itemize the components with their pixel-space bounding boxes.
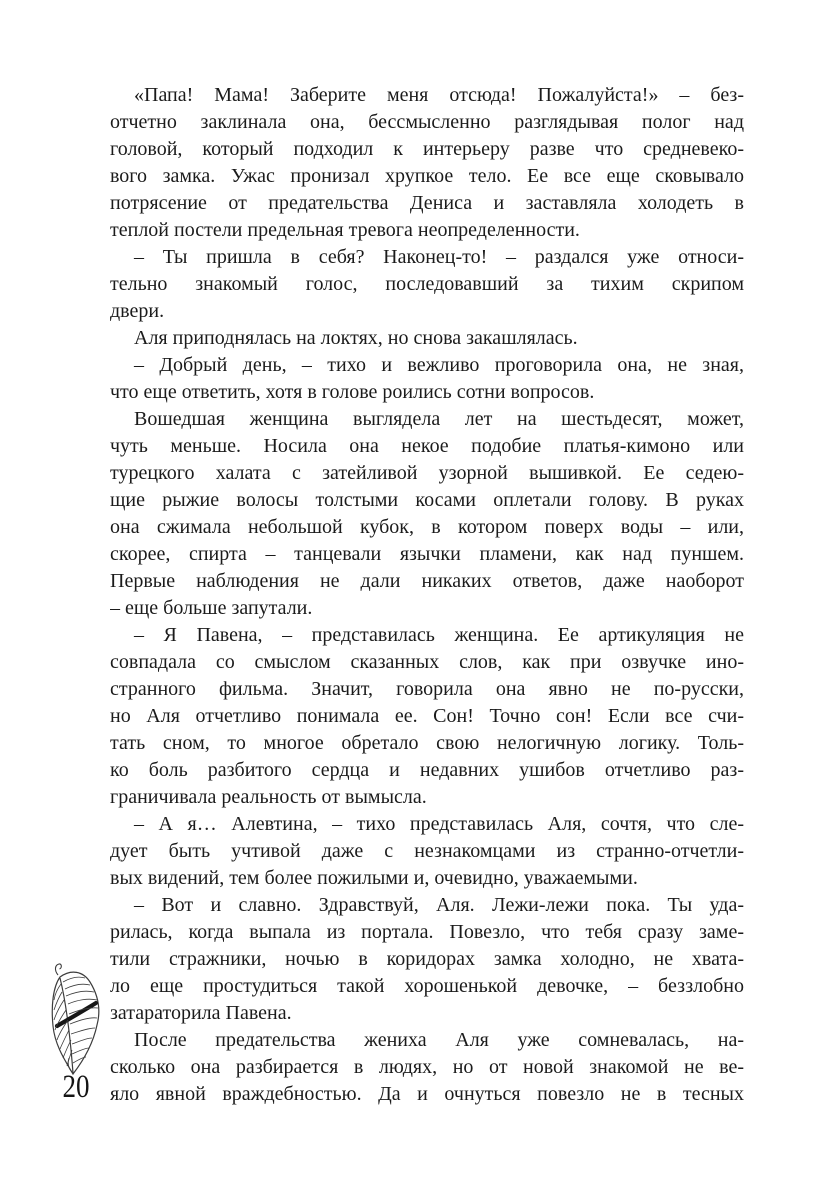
text-line: щие рыжие волосы толстыми косами оплетали голову. В руках bbox=[110, 489, 744, 511]
text-line: граничивала реальность от вымысла. bbox=[110, 786, 427, 808]
text-line: – Я Павена, – представилась женщина. Ее артикуляция не bbox=[134, 624, 744, 646]
text-line: тельно знакомый голос, последовавший за тихим скрипом bbox=[110, 273, 744, 295]
text-line: – Вот и славно. Здравствуй, Аля. Лежи-лежи пока. Ты уда- bbox=[134, 894, 744, 916]
text-line: отчетно заклинала она, бессмысленно разглядывая полог над bbox=[110, 111, 744, 133]
text-line: что еще ответить, хотя в голове роились сотни вопросов. bbox=[110, 381, 595, 403]
text-line: чуть меньше. Носила она некое подобие платья-кимоно или bbox=[110, 435, 744, 457]
paragraph bbox=[110, 622, 744, 811]
page-number: 20 bbox=[62, 1069, 90, 1105]
paragraph bbox=[110, 325, 744, 352]
text-line: Аля приподнялась на локтях, но снова закашлялась. bbox=[134, 327, 578, 349]
text-line: вого замка. Ужас пронизал хрупкое тело. Ее все еще сковывало bbox=[110, 165, 744, 187]
feather-icon bbox=[45, 962, 105, 1080]
text-line: – еще больше запутали. bbox=[110, 597, 313, 619]
text-line: двери. bbox=[110, 300, 165, 322]
text-line: рилась, когда выпала из портала. Повезло, что тебя сразу заме- bbox=[110, 921, 744, 943]
text-line: скорее, спирта – танцевали язычки пламени, как над пуншем. bbox=[110, 543, 744, 565]
feather-ornament bbox=[45, 962, 105, 1080]
text-line: вых видений, тем более пожилыми и, очевидно, уважаемыми. bbox=[110, 867, 638, 889]
text-line: турецкого халата с затейливой узорной вышивкой. Ее седею- bbox=[110, 462, 744, 484]
text-line: тать сном, то многое обретало свою нелогичную логику. Толь- bbox=[110, 732, 744, 754]
text-line: тили стражники, ночью в коридорах замка холодно, не хвата- bbox=[110, 948, 744, 970]
text-line: она сжимала небольшой кубок, в котором поверх воды – или, bbox=[110, 516, 744, 538]
text-line: «Папа! Мама! Заберите меня отсюда! Пожалуйста!» – без- bbox=[134, 84, 744, 106]
text-line: – А я… Алевтина, – тихо представилась Аля, сочтя, что сле- bbox=[134, 813, 744, 835]
paragraph bbox=[110, 352, 744, 406]
text-line: головой, который подходил к интерьеру разве что средневеко- bbox=[110, 138, 744, 160]
text-line: сколько она разбирается в людях, но от новой знакомой не ве- bbox=[110, 1056, 744, 1078]
paragraph bbox=[110, 244, 744, 325]
text-line: Первые наблюдения не дали никаких ответов, даже наоборот bbox=[110, 570, 744, 592]
text-line: дует быть учтивой даже с незнакомцами из странно-отчетли- bbox=[110, 840, 744, 862]
text-line: Вошедшая женщина выглядела лет на шестьдесят, может, bbox=[134, 408, 744, 430]
text-line: но Аля отчетливо понимала ее. Сон! Точно сон! Если все счи- bbox=[110, 705, 744, 727]
text-line: После предательства жениха Аля уже сомневалась, на- bbox=[134, 1029, 744, 1051]
paragraph bbox=[110, 892, 744, 1027]
text-line: совпадала со смыслом сказанных слов, как при озвучке ино- bbox=[110, 651, 744, 673]
text-line: затараторила Павена. bbox=[110, 1002, 292, 1024]
text-line: потрясение от предательства Дениса и заставляла холодеть в bbox=[110, 192, 744, 214]
text-line: странного фильма. Значит, говорила она явно не по-русски, bbox=[110, 678, 744, 700]
text-line: яло явной враждебностью. Да и очнуться повезло не в тесных bbox=[110, 1083, 744, 1105]
paragraph bbox=[110, 811, 744, 892]
paragraph bbox=[110, 406, 744, 622]
text-line: ло еще простудиться такой хорошенькой девочке, – беззлобно bbox=[110, 975, 744, 997]
text-block bbox=[110, 82, 744, 1108]
text-line: ко боль разбитого сердца и недавних ушибов отчетливо раз- bbox=[110, 759, 744, 781]
text-line: теплой постели предельная тревога неопределенности. bbox=[110, 219, 580, 241]
paragraph bbox=[110, 1027, 744, 1108]
paragraph bbox=[110, 82, 744, 244]
text-line: – Добрый день, – тихо и вежливо проговорила она, не зная, bbox=[134, 354, 744, 376]
text-line: – Ты пришла в себя? Наконец-то! – раздался уже относи- bbox=[134, 246, 744, 268]
